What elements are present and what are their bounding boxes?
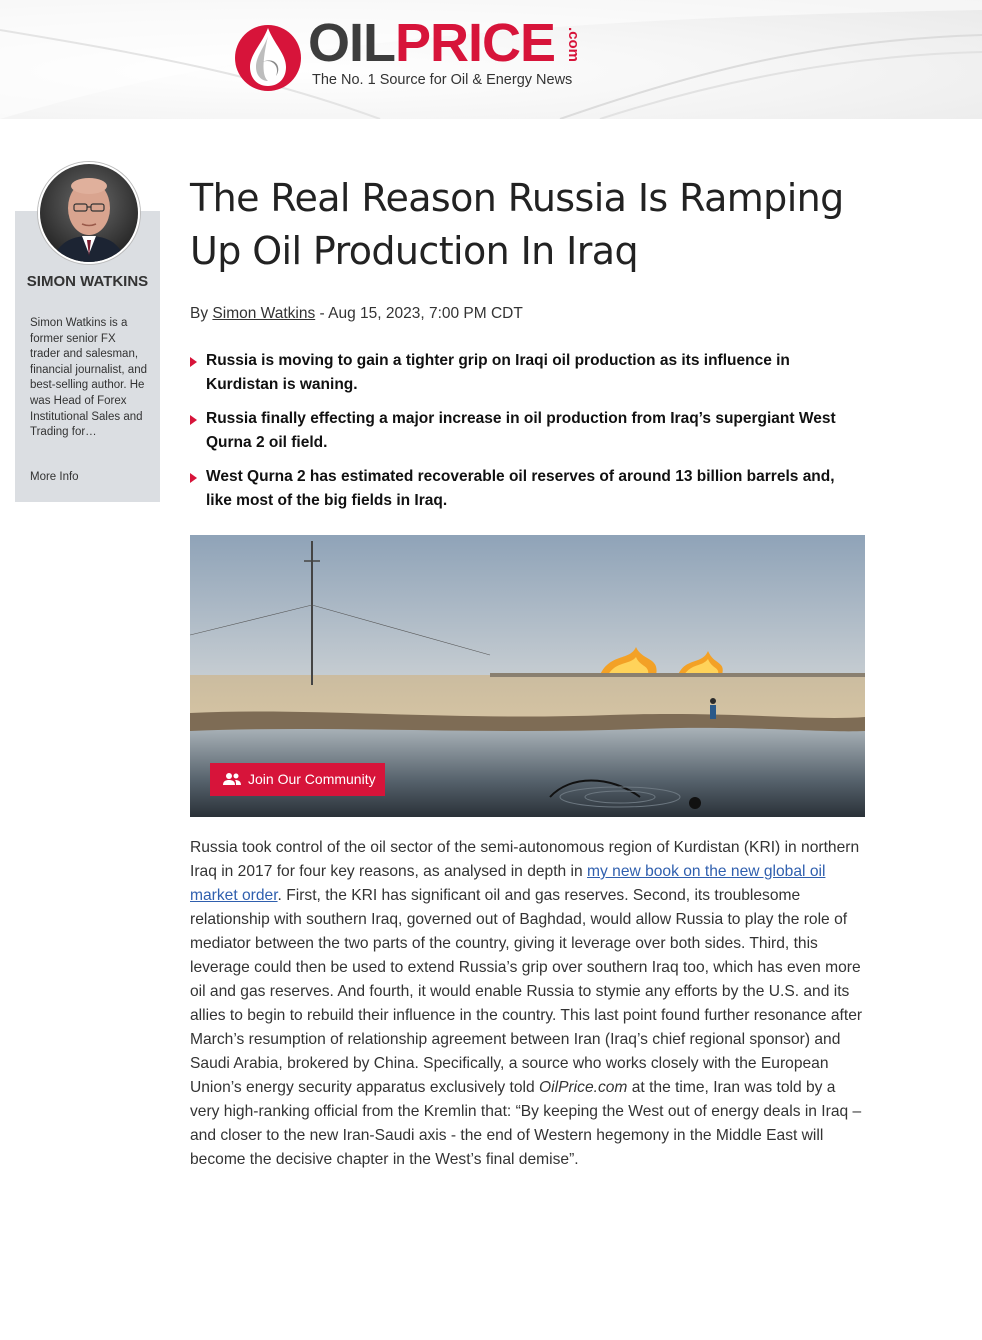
byline-prefix: By bbox=[190, 305, 213, 322]
key-point bbox=[190, 349, 840, 397]
key-point-text: Russia is moving to gain a tighter grip on Iraqi oil production as its influence in Kurdistan is waning. bbox=[206, 352, 790, 393]
bullet-triangle-icon bbox=[190, 357, 197, 367]
logo-wordmark bbox=[308, 13, 555, 73]
article-title: The Real Reason Russia Is Ramping Up Oil Production In Iraq bbox=[190, 176, 844, 273]
byline-date: - Aug 15, 2023, 7:00 PM CDT bbox=[315, 305, 523, 322]
byline-author-link[interactable]: Simon Watkins bbox=[212, 305, 316, 322]
key-point bbox=[190, 465, 840, 513]
article-body bbox=[190, 836, 865, 1172]
bullet-triangle-icon bbox=[190, 473, 197, 483]
body-text-part3: at the time, Iran was told by a very high-ranking official from the Kremlin that: “By keeping the West out of energy deals in Iraq – and closer to the new Iran-Saudi axis - the end of Western hegemony in the Middle East will become the decisive chapter in the West’s final demise”. bbox=[190, 1079, 862, 1168]
users-icon bbox=[223, 772, 241, 786]
author-more-info-link[interactable]: More Info bbox=[30, 471, 79, 483]
article-byline bbox=[190, 305, 523, 323]
key-point bbox=[190, 407, 840, 455]
body-text-part1: Russia took control of the oil sector of the semi-autonomous region of Kurdistan (KRI) in northern Iraq in 2017 for four key reasons, as analysed in depth in bbox=[190, 839, 860, 880]
site-tagline: The No. 1 Source for Oil & Energy News bbox=[312, 72, 573, 88]
key-point-text: West Qurna 2 has estimated recoverable oil reserves of around 13 billion barrels and, like most of the big fields in Iraq. bbox=[206, 468, 835, 509]
book-link[interactable]: my new book on the new global oil market order bbox=[190, 863, 826, 904]
join-community-label: Join Our Community bbox=[248, 771, 376, 787]
logo-price-text: PRICE bbox=[395, 13, 556, 73]
author-bio: Simon Watkins is a former senior FX trader and salesman, financial journalist, and best-selling author. He was Head of Forex Institutional Sales and Trading for… bbox=[30, 317, 147, 439]
author-photo-icon bbox=[40, 164, 138, 262]
author-avatar[interactable] bbox=[38, 162, 140, 264]
logo-oil-text: OIL bbox=[308, 13, 395, 73]
logo-com-text: .com bbox=[565, 26, 583, 63]
author-name[interactable]: SIMON WATKINS bbox=[26, 273, 149, 290]
logo-com bbox=[564, 22, 590, 68]
oil-drop-logo-icon bbox=[232, 22, 304, 92]
join-community-button[interactable] bbox=[210, 763, 385, 796]
site-header bbox=[0, 0, 982, 119]
bullet-triangle-icon bbox=[190, 415, 197, 425]
body-source-name: OilPrice.com bbox=[539, 1079, 628, 1096]
body-text-part2: . First, the KRI has significant oil and gas reserves. Second, its troublesome relationship with southern Iraq, governed out of Baghdad, would allow Russia to play the role of mediator between the two parts of the country, giving it leverage over both sides. Third, this leverage could then be used to extend Russia’s grip over southern Iraq too, which has even more oil and gas reserves. And fourth, it would enable Russia to stymie any efforts by the U.S. and its allies to begin to rebuild their influence in the country. This last point found further resonance after March’s resumption of relationship agreement between Iran (Iraq’s chief regional sponsor) and Saudi Arabia, brokered by China. Specifically, a source who works closely with the European Union’s energy security apparatus exclusively told bbox=[190, 887, 863, 1096]
article-key-points bbox=[190, 349, 840, 523]
key-point-text: Russia finally effecting a major increase in oil production from Iraq’s supergiant West Qurna 2 oil field. bbox=[206, 410, 836, 451]
